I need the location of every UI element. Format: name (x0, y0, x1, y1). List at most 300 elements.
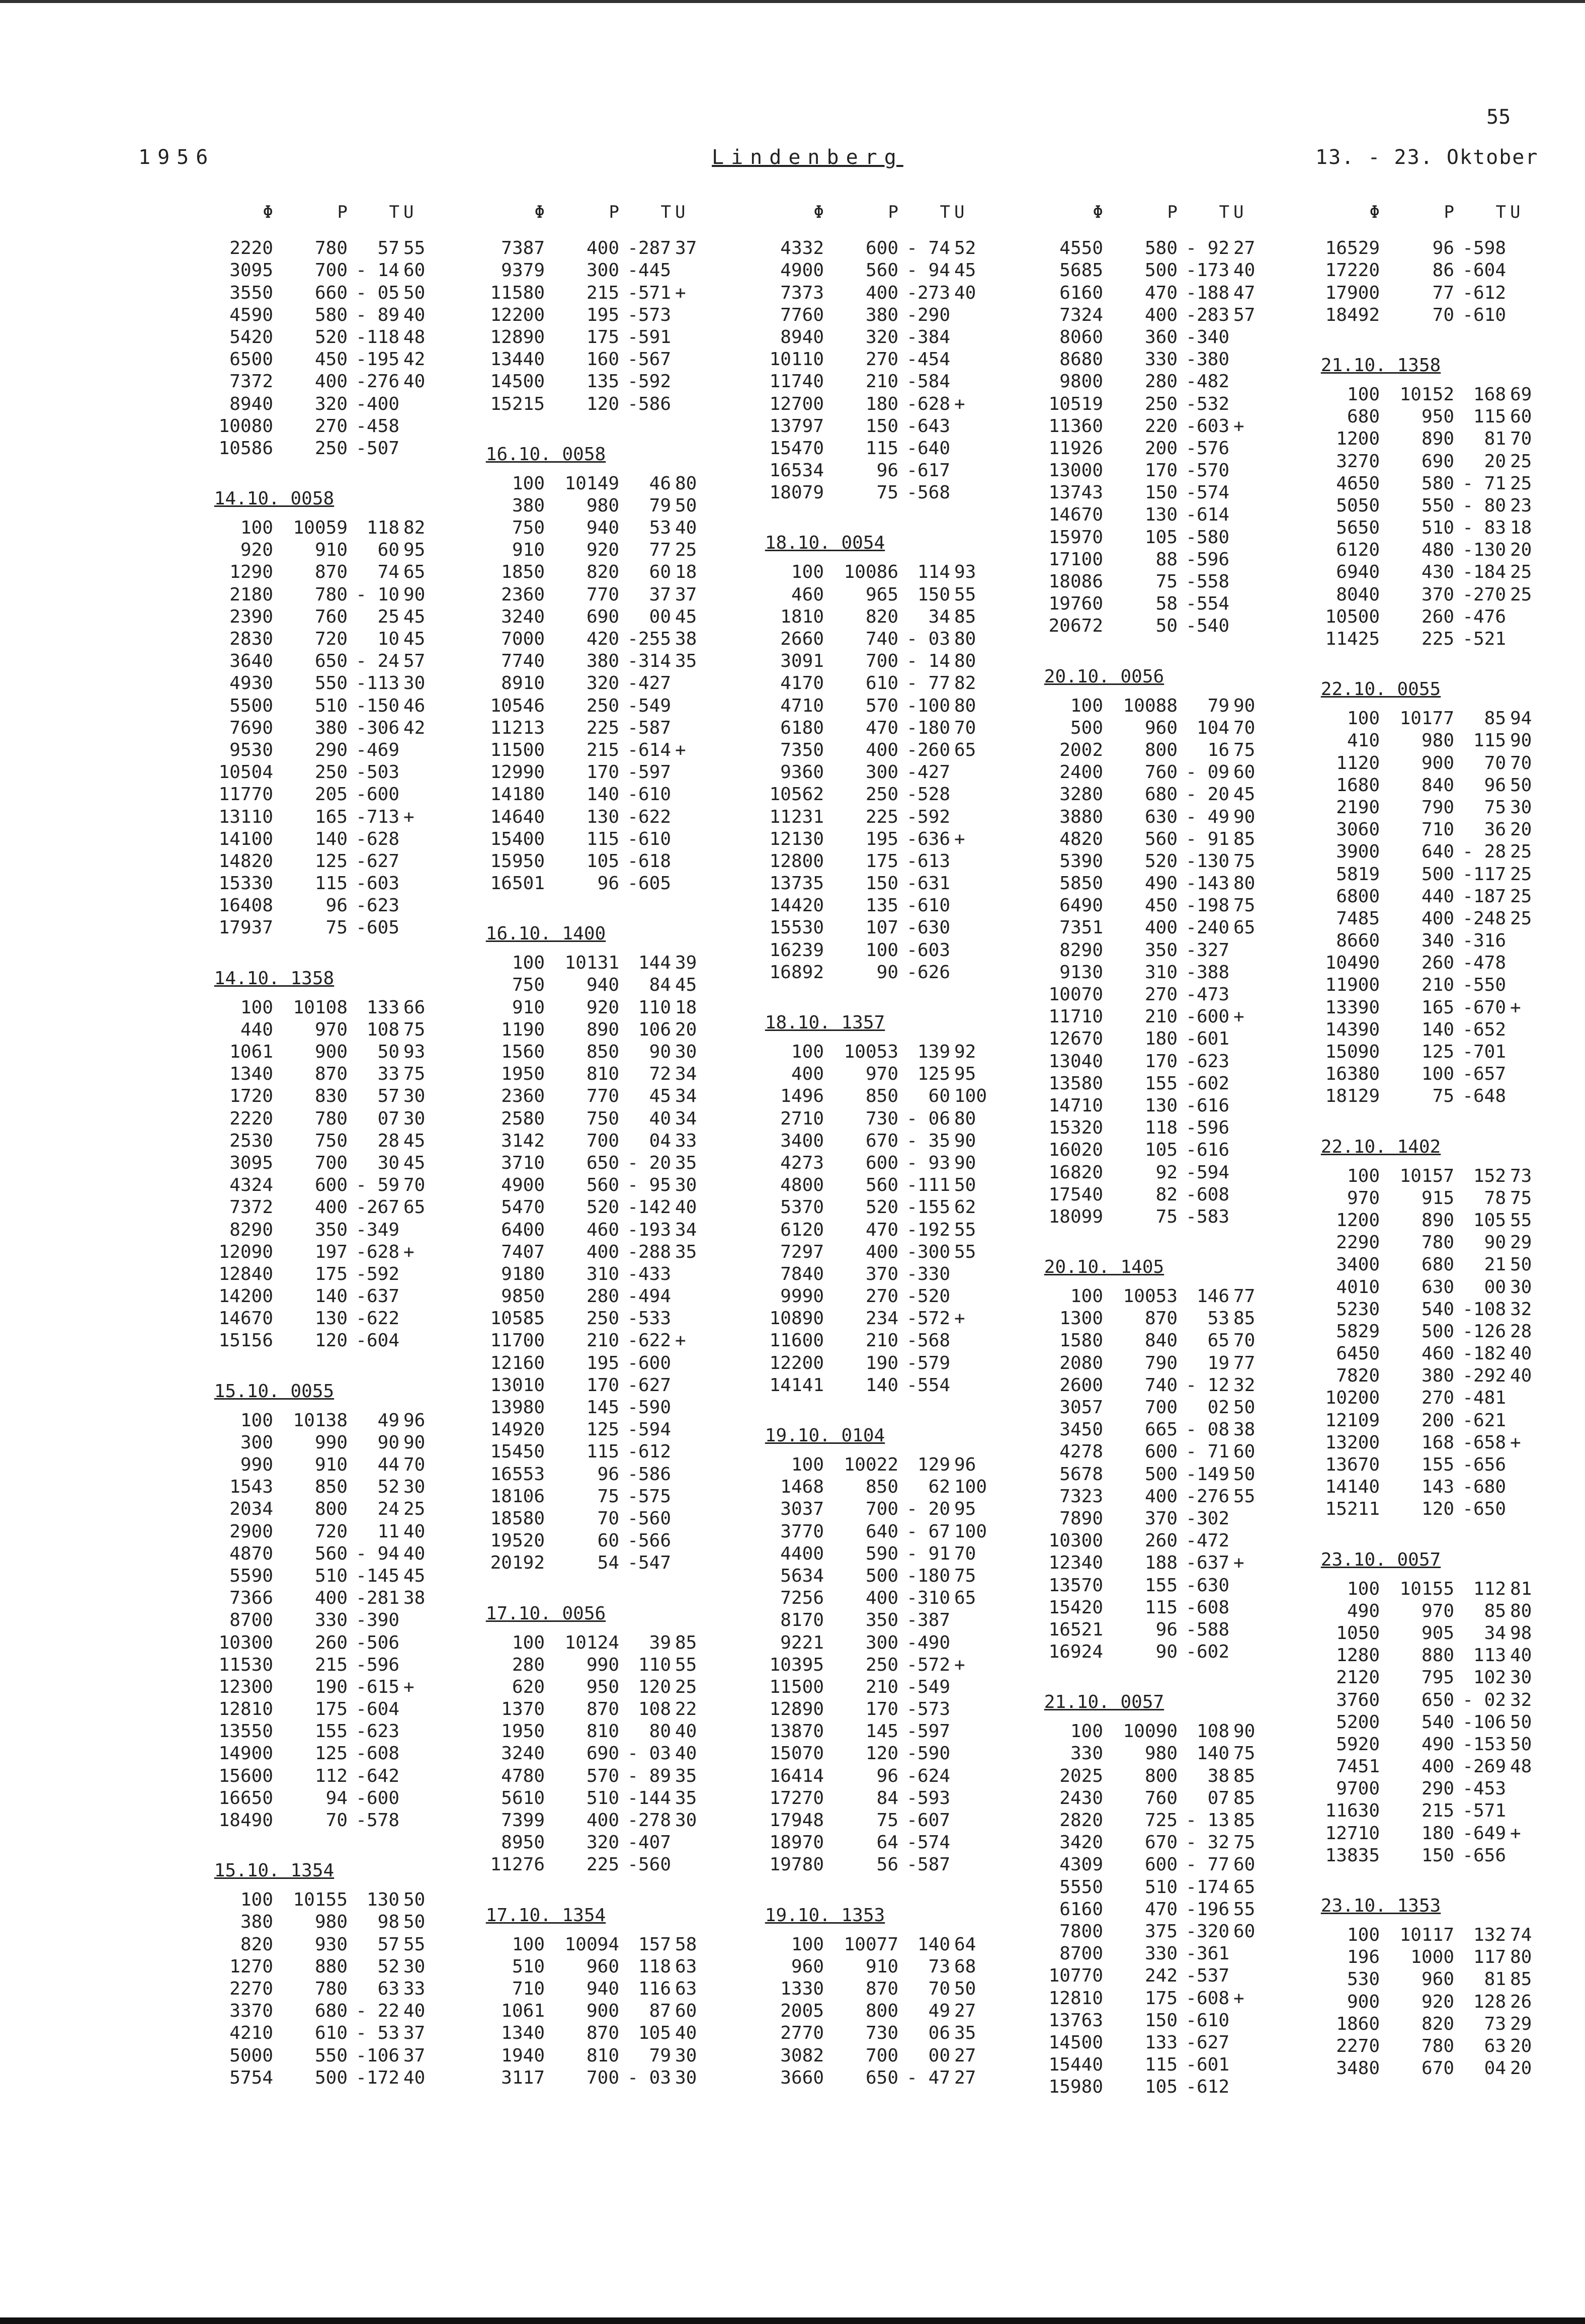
column-header-spacer (395, 201, 475, 223)
row-spacer (123, 1787, 204, 1810)
table-row (123, 1609, 415, 1631)
table-cell: 4550 (1059, 238, 1103, 259)
table-cell: 105 (1473, 1210, 1506, 1231)
table-row (123, 561, 426, 583)
sounding-title: 14.10. 1358 (214, 968, 335, 989)
table-cell: 3880 (1059, 806, 1103, 827)
table-cell: 175 (865, 850, 898, 872)
table-cell: 3770 (780, 1521, 824, 1542)
table-cell: 85 (675, 1632, 697, 1653)
table-cell: 6400 (501, 1219, 545, 1240)
table-row (674, 1720, 966, 1743)
table-row (123, 1041, 426, 1063)
table-cell: 19520 (490, 1530, 545, 1552)
table-cell: 12200 (490, 304, 545, 325)
table-cell: 400 (865, 739, 898, 760)
table-cell: 650 (865, 2067, 898, 2088)
column-header (674, 201, 966, 223)
row-spacer (395, 1019, 475, 1041)
table-cell: 81 (1484, 428, 1506, 450)
table-row (953, 438, 1245, 460)
table-cell: 18086 (1048, 571, 1103, 592)
table-row (674, 761, 966, 784)
table-cell: 380 (1421, 1365, 1454, 1387)
table-cell: 870 (586, 1699, 619, 1720)
row-spacer (123, 438, 204, 460)
row-spacer (123, 806, 204, 828)
row-spacer (953, 761, 1034, 784)
table-cell: 200 (1144, 438, 1178, 459)
row-spacer (953, 1095, 1034, 1117)
table-row (674, 438, 966, 460)
table-row (123, 1911, 426, 1933)
table-cell: 40 (675, 518, 697, 539)
row-spacer (395, 1108, 475, 1130)
table-cell: 100 (1347, 1165, 1380, 1186)
table-row (953, 1374, 1256, 1397)
table-cell: 470 (865, 717, 898, 738)
table-cell: -130 (1462, 540, 1506, 561)
table-cell: 37 (675, 238, 697, 259)
table-cell: 50 (1233, 1464, 1256, 1485)
table-cell: -590 (627, 1397, 671, 1418)
row-spacer (395, 260, 475, 282)
table-cell: 10022 (844, 1454, 898, 1475)
row-spacer (123, 1934, 204, 1956)
table-cell: 100 (240, 1410, 273, 1431)
row-spacer (1230, 1343, 1310, 1365)
table-cell: 400 (586, 1810, 619, 1831)
table-cell: 13440 (490, 349, 545, 370)
row-spacer (395, 695, 475, 717)
table-cell: 4590 (229, 304, 273, 325)
row-spacer (123, 393, 204, 415)
table-cell: 75 (403, 1019, 426, 1040)
table-cell: -549 (627, 695, 671, 716)
table-row (123, 349, 426, 371)
table-cell: 45 (675, 975, 697, 996)
table-cell: 920 (586, 997, 619, 1018)
table-cell: 4710 (780, 695, 824, 716)
table-cell: 270 (314, 415, 348, 437)
table-row (1230, 997, 1522, 1019)
table-row (953, 2032, 1245, 2054)
table-cell: 00 (1484, 1276, 1506, 1298)
table-cell: 25 (1510, 908, 1532, 929)
table-cell: 10131 (564, 953, 619, 974)
table-cell: -390 (356, 1610, 399, 1631)
table-cell: + (1510, 997, 1521, 1018)
row-spacer (123, 1330, 204, 1352)
row-spacer (1230, 708, 1310, 730)
table-cell: -100 (906, 695, 950, 716)
table-row (953, 393, 1245, 415)
table-row (123, 2022, 426, 2044)
table-cell: 95 (954, 1064, 976, 1085)
table-cell: 30 (403, 1086, 426, 1107)
table-cell: 500 (865, 1565, 898, 1586)
table-cell: 115 (314, 873, 348, 894)
table-cell: 15450 (490, 1441, 545, 1462)
table-cell: 96 (1432, 238, 1454, 259)
table-row (1230, 1254, 1532, 1276)
table-row (1230, 708, 1532, 730)
table-cell: -608 (356, 1743, 399, 1764)
table-cell: 32 (1233, 1374, 1256, 1396)
table-cell: 105 (638, 2023, 671, 2044)
table-cell: -575 (627, 1486, 671, 1507)
table-cell: 300 (586, 260, 619, 281)
table-cell: 980 (586, 495, 619, 516)
table-cell: 10200 (1325, 1388, 1380, 1409)
table-cell: 11600 (769, 1330, 824, 1351)
table-row (674, 650, 976, 672)
table-row (123, 1130, 426, 1152)
table-cell (1510, 1085, 1533, 1107)
row-spacer (674, 1632, 755, 1654)
table-cell: 750 (314, 1130, 348, 1151)
table-row (123, 828, 415, 850)
table-cell: 100 (1347, 708, 1380, 729)
table-row (953, 326, 1245, 349)
row-spacer (395, 1854, 475, 1876)
table-cell: 120 (865, 1743, 898, 1764)
row-spacer (395, 1676, 475, 1698)
table-cell: 1680 (1336, 774, 1380, 796)
table-cell: 3900 (1336, 841, 1380, 863)
column-header-label: P (1444, 202, 1454, 222)
table-cell: 170 (586, 1374, 619, 1396)
row-spacer (674, 393, 755, 415)
table-cell: 12810 (218, 1699, 273, 1720)
table-row (953, 1965, 1245, 1987)
table-cell: -573 (627, 304, 671, 325)
table-cell: 13570 (1048, 1575, 1103, 1596)
table-cell: 20192 (490, 1553, 545, 1574)
table-cell: -288 (627, 1241, 671, 1262)
sounding-title: 19.10. 0104 (765, 1425, 885, 1446)
row-spacer (1230, 1578, 1310, 1600)
table-cell: 85 (1233, 828, 1256, 849)
table-cell: 11231 (769, 806, 824, 827)
table-cell: 2360 (501, 584, 545, 605)
table-cell: -330 (906, 1263, 950, 1284)
table-cell: 780 (314, 1978, 348, 1999)
row-spacer (953, 1575, 1034, 1597)
table-cell: 60 (403, 260, 426, 281)
row-spacer (123, 371, 204, 393)
table-cell: 17540 (1048, 1184, 1103, 1205)
table-cell: 11710 (1048, 1006, 1103, 1027)
row-spacer (123, 1911, 204, 1933)
table-row (123, 1978, 426, 2000)
table-row (395, 1508, 687, 1530)
table-cell: 4210 (229, 2023, 273, 2044)
table-cell: 1120 (1336, 752, 1380, 773)
table-cell: 980 (1144, 1743, 1178, 1764)
table-row (395, 672, 687, 695)
table-cell: -149 (1186, 1464, 1229, 1485)
table-cell: 750 (512, 518, 545, 539)
table-cell: 170 (1144, 460, 1178, 481)
table-cell: -603 (356, 873, 399, 894)
table-cell: 990 (314, 1432, 348, 1453)
row-spacer (1230, 752, 1310, 774)
table-cell: 970 (1347, 1187, 1380, 1209)
table-cell: -593 (906, 1787, 950, 1809)
table-cell: 600 (1144, 1441, 1178, 1462)
row-spacer (674, 1330, 755, 1352)
table-cell: - 20 (906, 1499, 950, 1520)
table-cell: 140 (1196, 1743, 1229, 1764)
table-cell: 3142 (501, 1130, 545, 1151)
row-spacer (395, 1330, 475, 1352)
sounding-title: 21.10. 1358 (1320, 355, 1441, 376)
column-header (123, 201, 415, 223)
row-spacer (123, 584, 204, 606)
table-cell: 30 (675, 1042, 697, 1062)
table-cell: -453 (1462, 1778, 1506, 1799)
table-cell: -273 (906, 282, 950, 303)
row-spacer (953, 1117, 1034, 1139)
row-spacer (953, 1965, 1034, 1987)
table-cell: 30 (403, 673, 426, 694)
table-cell: 1300 (1059, 1308, 1103, 1329)
table-cell: -478 (1462, 953, 1506, 974)
table-cell: 2660 (780, 629, 824, 649)
table-cell: -174 (1186, 1876, 1229, 1898)
column-header-label: Φ (263, 202, 273, 222)
table-row (123, 1654, 415, 1676)
table-cell: 52 (377, 1956, 399, 1977)
table-cell: 115 (586, 1441, 619, 1462)
table-cell: 810 (586, 2045, 619, 2066)
table-cell: 8060 (1059, 326, 1103, 348)
table-row (395, 628, 697, 650)
row-spacer (123, 1454, 204, 1476)
row-spacer (123, 282, 204, 304)
table-cell: 1950 (501, 1721, 545, 1742)
table-row (395, 1486, 687, 1508)
table-cell: 14710 (1048, 1095, 1103, 1116)
table-row (395, 717, 687, 739)
table-cell: 140 (865, 1374, 898, 1396)
table-row (395, 761, 687, 784)
table-cell: 12670 (1048, 1028, 1103, 1050)
row-spacer (674, 1476, 755, 1498)
table-row (123, 873, 415, 895)
row-spacer (1230, 1600, 1310, 1622)
table-cell: 960 (1144, 717, 1178, 738)
table-cell: 102 (1473, 1667, 1506, 1688)
table-cell: 37 (403, 2023, 426, 2044)
row-spacer (953, 1486, 1034, 1508)
table-cell: -605 (356, 917, 399, 938)
row-spacer (395, 237, 475, 260)
row-spacer (953, 828, 1034, 850)
table-cell: 250 (314, 438, 348, 459)
table-cell: 64 (876, 1832, 898, 1853)
table-cell: 120 (1421, 1499, 1454, 1520)
table-cell: 4278 (1059, 1441, 1103, 1462)
row-spacer (674, 784, 755, 806)
table-cell: - 12 (1186, 1374, 1229, 1396)
table-cell: 90 (954, 1130, 976, 1151)
table-row (674, 606, 976, 628)
table-cell: 14670 (218, 1308, 273, 1329)
table-row (953, 1575, 1245, 1597)
table-row (395, 539, 697, 561)
table-cell: 53 (649, 518, 671, 539)
row-spacer (123, 695, 204, 717)
table-cell: 44 (377, 1454, 399, 1475)
table-cell: -278 (627, 1810, 671, 1831)
table-cell: 3240 (501, 606, 545, 627)
table-cell: 108 (366, 1019, 399, 1040)
table-row (1230, 1778, 1522, 1800)
table-cell: 00 (928, 2045, 950, 2066)
table-cell: 55 (403, 1934, 426, 1955)
table-cell: 3400 (1336, 1254, 1380, 1275)
table-row (674, 2067, 976, 2089)
table-cell: 380 (586, 651, 619, 672)
bottom-edge-line (0, 2317, 1585, 2324)
row-spacer (674, 1285, 755, 1308)
table-cell: 45 (403, 1565, 426, 1586)
table-cell: 50 (1510, 1734, 1532, 1755)
row-spacer (123, 784, 204, 806)
table-cell: 13010 (490, 1374, 545, 1396)
table-row (1230, 1800, 1522, 1822)
row-spacer (953, 326, 1034, 349)
table-cell: 10053 (1123, 1286, 1178, 1307)
table-cell: 300 (240, 1432, 273, 1453)
row-spacer (1230, 952, 1310, 974)
table-row (674, 393, 966, 415)
table-cell: -255 (627, 629, 671, 649)
table-cell: 4010 (1336, 1276, 1380, 1298)
column-header-label: Φ (1369, 202, 1380, 222)
row-spacer (1230, 1321, 1310, 1343)
row-spacer (123, 1654, 204, 1676)
table-cell: 35 (954, 2023, 976, 2044)
table-cell: 32 (1510, 1689, 1532, 1710)
row-spacer (395, 584, 475, 606)
table-cell: 10300 (218, 1632, 273, 1653)
table-cell: 400 (314, 1197, 348, 1218)
table-cell: 100 (512, 953, 545, 974)
table-cell: 80 (954, 1108, 976, 1129)
table-cell: 150 (1144, 482, 1178, 503)
table-cell (1510, 1454, 1533, 1476)
table-cell: 5678 (1059, 1464, 1103, 1485)
table-row (1230, 304, 1522, 326)
table-cell: - 94 (356, 1543, 399, 1564)
table-cell: 11276 (490, 1854, 545, 1875)
table-cell: 1061 (501, 2001, 545, 2022)
table-cell: 100 (1070, 1721, 1103, 1742)
table-cell: 96 (597, 1464, 619, 1485)
table-cell: -316 (1462, 930, 1506, 952)
row-spacer (1230, 2035, 1310, 2057)
table-row (1230, 606, 1522, 628)
table-cell: 144 (638, 953, 671, 974)
table-cell: 780 (314, 238, 348, 259)
row-spacer (953, 1530, 1034, 1552)
table-cell: 10152 (1399, 384, 1454, 405)
table-cell: 10546 (490, 695, 545, 716)
table-row (1230, 974, 1522, 996)
table-cell: 100 (512, 1632, 545, 1653)
table-cell: 25 (1510, 864, 1532, 885)
table-cell: 11900 (1325, 975, 1380, 996)
table-cell: 5685 (1059, 260, 1103, 281)
table-cell: 960 (1421, 1969, 1454, 1990)
table-cell: -658 (1462, 1432, 1506, 1453)
table-cell: 130 (586, 806, 619, 827)
table-cell: 12130 (769, 828, 824, 849)
table-row (1230, 451, 1532, 473)
table-cell: 11213 (490, 717, 545, 738)
row-spacer (123, 1410, 204, 1432)
table-row (395, 784, 687, 806)
table-cell: - 03 (627, 1743, 671, 1764)
table-cell: 7372 (229, 371, 273, 392)
row-spacer (674, 1787, 755, 1810)
table-cell: 700 (314, 260, 348, 281)
table-cell: 70 (954, 1543, 976, 1564)
table-cell: 16553 (490, 1464, 545, 1485)
row-spacer (674, 1108, 755, 1130)
row-spacer (1230, 1734, 1310, 1756)
table-row (953, 1832, 1256, 1854)
table-cell: 100 (1347, 1925, 1380, 1945)
table-cell: 450 (1144, 895, 1178, 916)
row-spacer (1230, 561, 1310, 583)
table-row (395, 1263, 687, 1285)
table-row (1230, 628, 1522, 650)
table-cell: 2600 (1059, 1374, 1103, 1396)
row-spacer (674, 761, 755, 784)
table-row (674, 1498, 976, 1520)
table-cell: -596 (1186, 549, 1229, 570)
table-cell: 37 (403, 2045, 426, 2066)
table-cell: -631 (906, 873, 950, 894)
table-cell: 105 (1144, 2077, 1178, 2098)
table-cell: 100 (1421, 1064, 1454, 1085)
table-cell: -571 (1462, 1800, 1506, 1822)
table-cell: -469 (356, 739, 399, 760)
row-spacer (123, 1632, 204, 1654)
row-spacer (674, 1956, 755, 1978)
table-cell: 20672 (1048, 616, 1103, 637)
table-row (953, 717, 1256, 739)
table-cell: 10490 (1325, 953, 1380, 974)
row-spacer (123, 1219, 204, 1241)
table-cell: 180 (865, 393, 898, 414)
table-cell: 15600 (218, 1765, 273, 1786)
row-spacer (395, 517, 475, 539)
table-cell: -482 (1186, 371, 1229, 392)
table-cell: 40 (403, 1543, 426, 1564)
table-cell: 155 (1144, 1073, 1178, 1094)
row-spacer (674, 1587, 755, 1609)
table-row (1230, 797, 1532, 819)
row-spacer (674, 1454, 755, 1476)
table-cell: 115 (586, 828, 619, 849)
row-spacer (123, 1241, 204, 1263)
table-cell: -642 (356, 1765, 399, 1786)
